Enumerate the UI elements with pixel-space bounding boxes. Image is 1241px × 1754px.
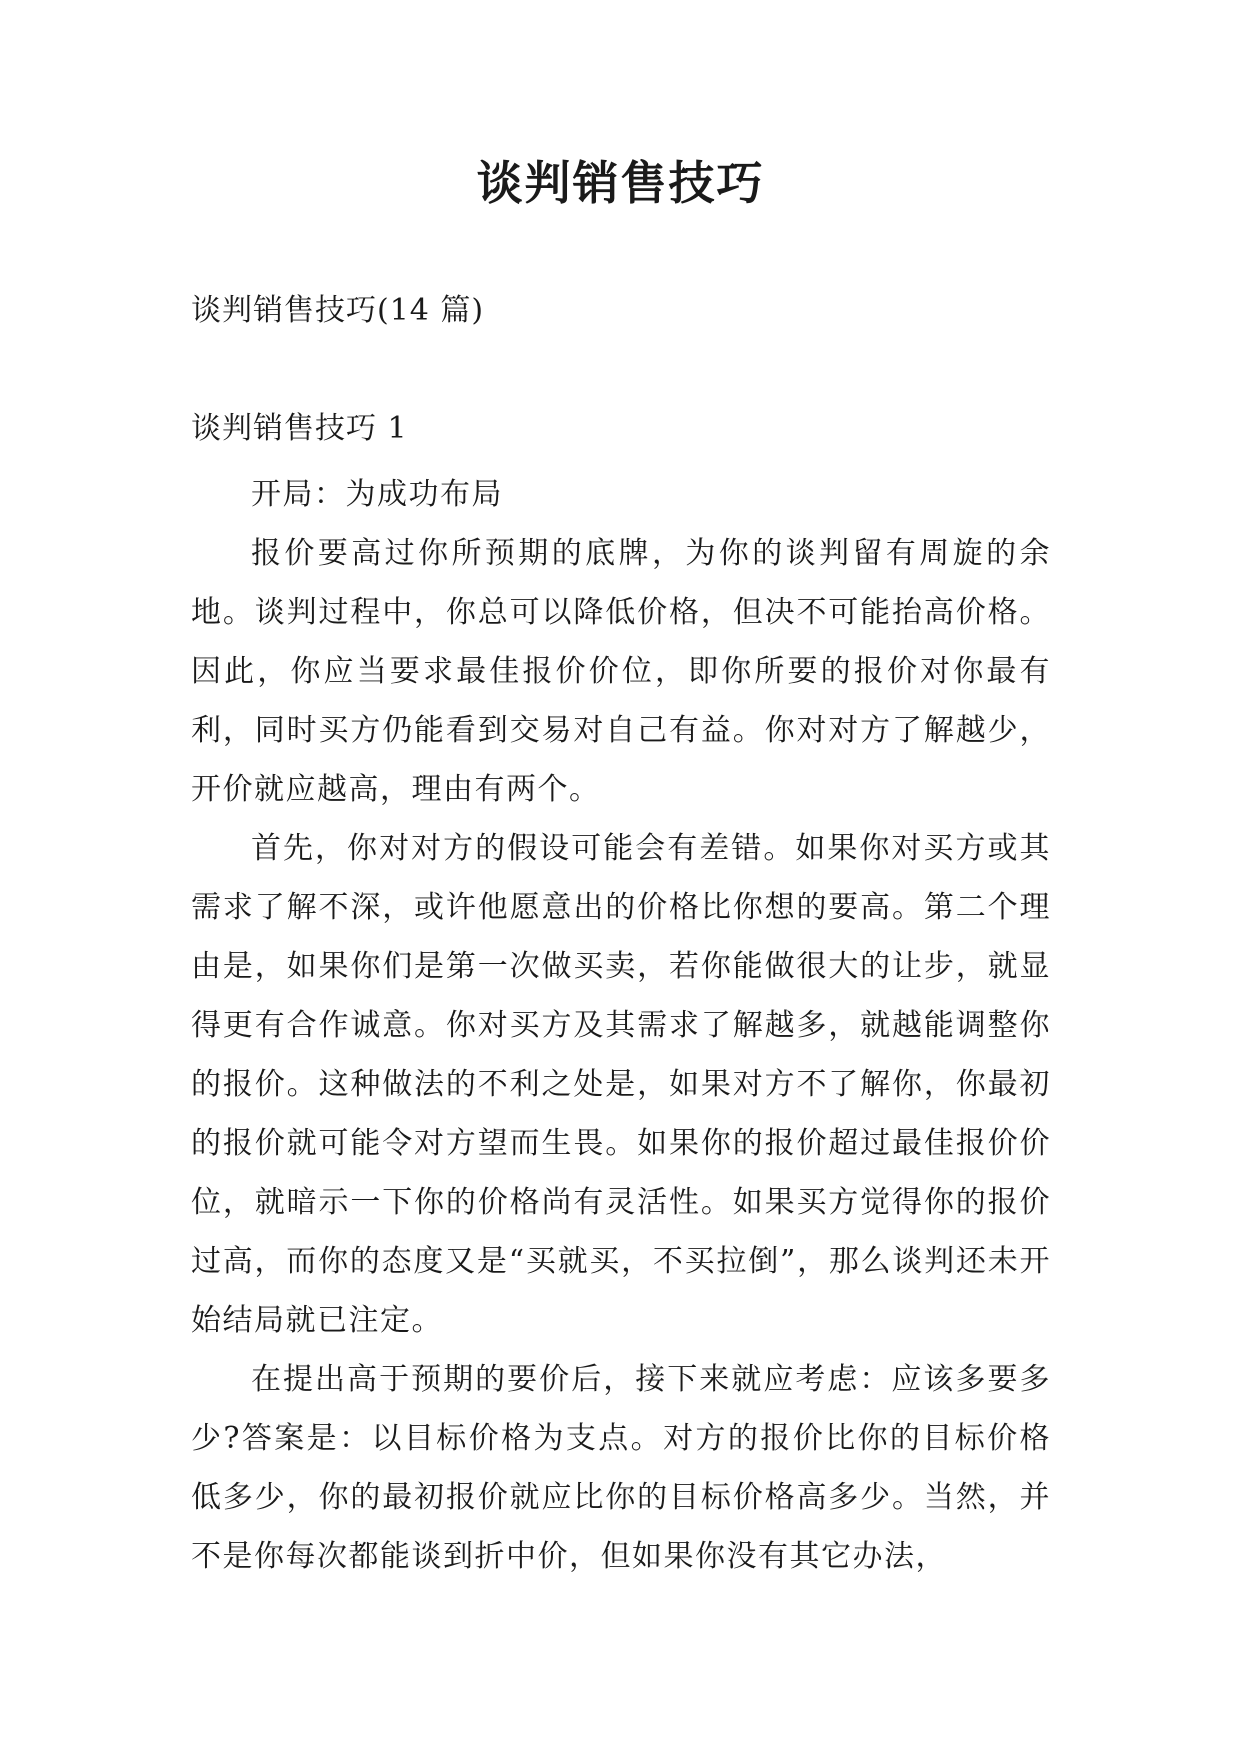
paragraph-opening-heading: 开局：为成功布局 bbox=[251, 477, 503, 512]
paragraph: 在提出高于预期的要价后，接下来就应考虑：应该多要多少?答案是：以目标价格为支点。对方的报价比你的目标价格低多少，你的最初报价就应比你的目标价格高多少。当然，并不是你每次都能谈到折中价，但如果你没有其它办法， bbox=[191, 1362, 1051, 1574]
body-text bbox=[191, 465, 1051, 1586]
section-heading: 谈判销售技巧 1 bbox=[191, 411, 408, 446]
document-title: 谈判销售技巧 bbox=[476, 156, 765, 210]
paragraph: 首先，你对对方的假设可能会有差错。如果你对买方或其需求了解不深，或许他愿意出的价格比你想的要高。第二个理由是，如果你们是第一次做买卖，若你能做很大的让步，就显得更有合作诚意。你对买方及其需求了解越多，就越能调整你的报价。这种做法的不利之处是，如果对方不了解你，你最初的报价就可能令对方望而生畏。如果你的报价超过最佳报价价位，就暗示一下你的价格尚有灵活性。如果买方觉得你的报价过高，而你的态度又是“买就买，不买拉倒”，那么谈判还未开始结局就已注定。 bbox=[191, 831, 1051, 1338]
paragraph: 报价要高过你所预期的底牌，为你的谈判留有周旋的余地。谈判过程中，你总可以降低价格，但决不可能抬高价格。因此，你应当要求最佳报价价位，即你所要的报价对你最有利，同时买方仍能看到交易对自己有益。你对对方了解越少，开价就应越高，理由有两个。 bbox=[191, 536, 1051, 807]
document-subtitle: 谈判销售技巧(14 篇) bbox=[191, 293, 485, 328]
